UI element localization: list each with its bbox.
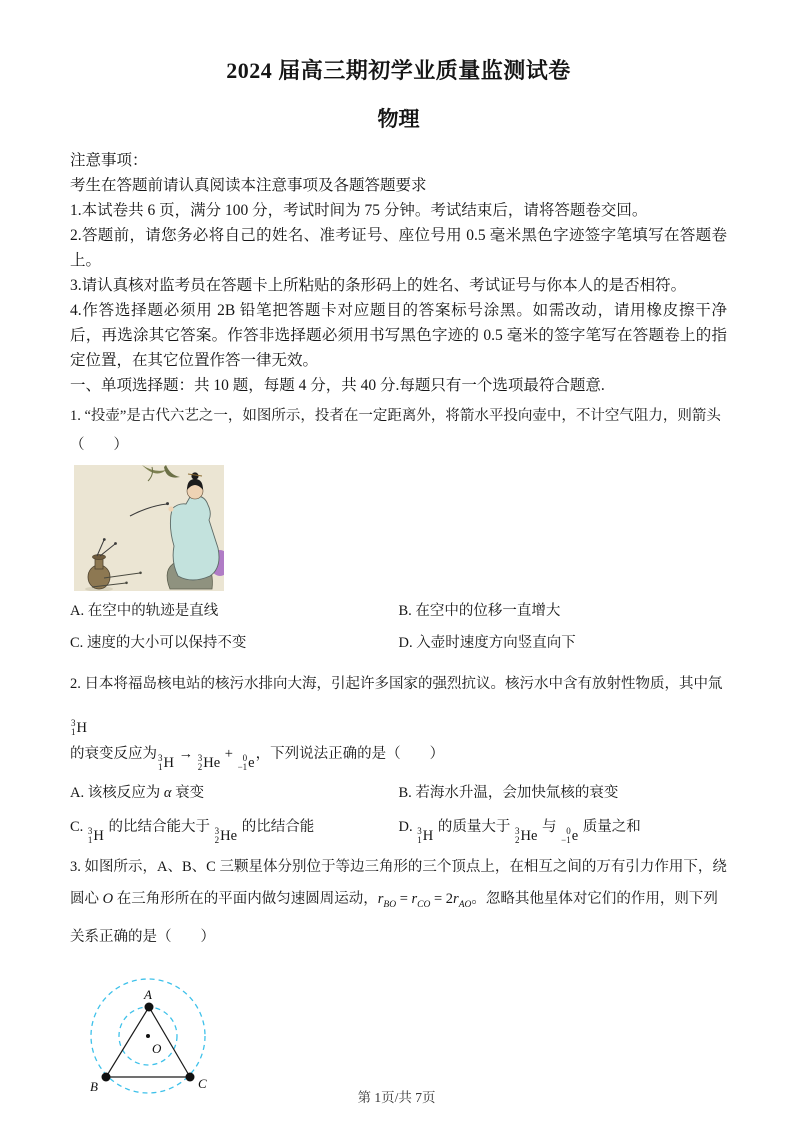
question-2-stem-line-2: 的衰变反应为 3 1 H → 3 2 He + 0 −1 e ，下列说法正确的是（ ） [70,746,445,772]
section-1-heading: 一、单项选择题：共 10 题，每题 4 分，共 40 分.每题只有一个选项最符合题意. [70,377,605,394]
question-2-option-d: D. 3 1 H 的质量大于 3 2 He 与 0 −1 e 质量之和 [398,819,641,845]
hand [168,506,173,511]
pitch-pot-painting [74,465,224,591]
arrow-tip-2 [103,538,106,541]
question-1-option-a: A. 在空中的轨迹是直线 [70,603,219,619]
notice-section [70,148,727,398]
center-o-dot [146,1034,150,1038]
question-1-option-c: C. 速度的大小可以保持不变 [70,635,247,651]
subject-title: 物理 [377,107,420,131]
notice-heading: 注意事项： [70,152,148,169]
question-2-option-b: B. 若海水升温，会加快氚核的衰变 [398,785,619,801]
label-o: O [152,1041,162,1056]
question-3 [70,851,727,1122]
page-number: 第 1页/共 7页 [357,1090,436,1105]
notice-item-3: 3.请认真核对监考员在答题卡上所粘贴的条形码上的姓名、考试证号与你本人的是否相符。 [70,277,687,294]
arrow-tip-1 [114,542,117,545]
question-3-stem-line-2: 圆心 O 在三角形所在的平面内做匀速圆周运动，$r_{BO} = r_{CO} = 2r_{AO}$。忽略其他星体对它们的作用，则下列 [70,891,718,910]
question-2 [70,667,727,845]
question-3-stem-line-1: 3. 如图所示，A、B、C 三颗星体分别位于等边三角形的三个顶点上，在相互之间的万有引力作用下，绕 [70,859,727,875]
question-1-answer-blank: （ ） [70,437,128,453]
question-2-option-c: C. 3 1 H 的比结合能大于 3 2 He 的比结合能 [70,819,315,845]
exam-title: 2024 届高三期初学业质量监测试卷 [226,58,571,83]
question-1-stem: 1. “投壶”是古代六艺之一，如图所示，投者在一定距离外，将箭水平投向壶中，不计空气阻力，则箭头 [70,408,721,424]
notice-item-2: 2.答题前，请您务必将自己的姓名、准考证号、座位号用 0.5 毫米黑色字迹签字笔填写在答题卷上。 [70,227,727,269]
pot-mouth [93,555,106,560]
question-1 [70,402,727,659]
hair-bun [191,472,198,479]
question-3-stem-line-3: 关系正确的是（ ） [70,929,215,945]
star-a-dot [145,1003,154,1012]
star-c-dot [186,1073,195,1082]
question-1-option-b: B. 在空中的位移一直增大 [398,603,561,619]
question-2-stem-line-1: 2. 日本将福岛核电站的核污水排向大海，引起许多国家的强烈抗议。核污水中含有放射性物质，其中氚 3 1 H [70,676,723,737]
star-b-dot [102,1073,111,1082]
label-a: A [144,987,152,1002]
label-c: C [198,1076,207,1091]
notice-item-4: 4.作答选择题必须用 2B 铅笔把答题卡对应题目的答案标号涂黑。如需改动，请用橡皮擦干净后，再选涂其它答案。作答非选择题必须用书写黑色字迹的 0.5 毫米的签字笔写在答题卷上的指定位置，在其它位置作答一律无效。 [70,302,727,369]
label-b: B [90,1079,98,1094]
notice-item-1: 1.本试卷共 6 页，满分 100 分，考试时间为 75 分钟。考试结束后，请将答题卷交回。 [70,202,648,219]
question-2-option-a: A. 该核反应为 α 衰变 [70,785,205,801]
question-1-option-d: D. 入壶时速度方向竖直向下 [398,635,576,651]
notice-intro: 考生在答题前请认真阅读本注意事项及各题答题要求 [70,177,427,194]
question-2-options [70,776,727,845]
triangle-abc [106,1007,190,1077]
question-1-options [70,595,727,659]
